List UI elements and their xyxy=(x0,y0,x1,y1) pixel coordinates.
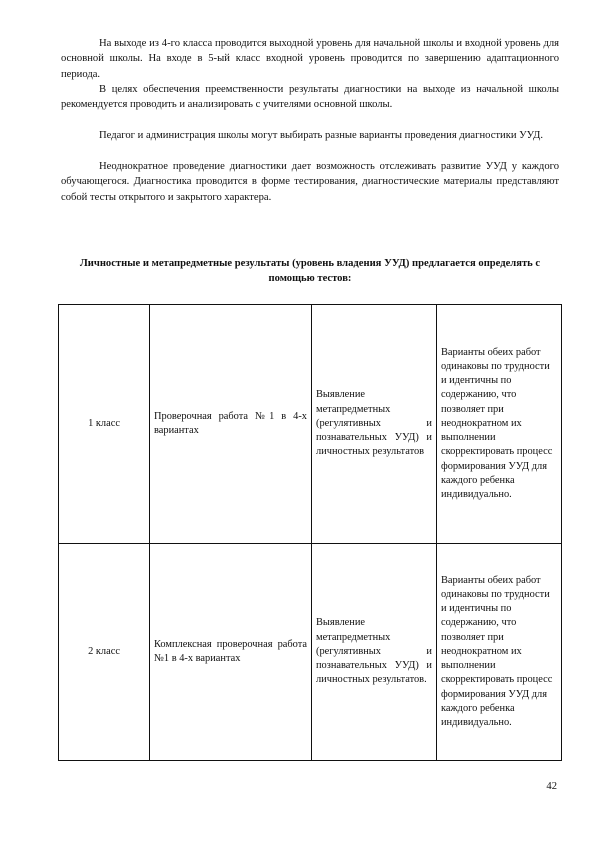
note-cell: Варианты обеих работ одинаковы по трудности и идентичны по содержанию, что позволяет при неоднократном их выполнении скорректировать процесс формирования УУД для каждого ребенка индивидуально. xyxy=(437,544,562,761)
section-title: Личностные и метапредметные результаты (уровень владения УУД) предлагается определять с помощью тестов: xyxy=(79,258,541,285)
work-cell: Комплексная проверочная работа №1 в 4-х вариантах xyxy=(150,544,312,761)
note-cell: Варианты обеих работ одинаковы по трудности и идентичны по содержанию, что позволяет при неоднократном их выполнении скорректировать процесс формирования УУД для каждого ребенка индивидуально. xyxy=(437,305,562,544)
class-cell: 2 класс xyxy=(59,544,150,761)
paragraph-repeated-diagnostics: Неоднократное проведение диагностики дает возможность отслеживать развитие УУД у каждого обучающегося. Диагностика проводится в форме тестирования, диагностические материалы представляют собой тесты открытого и закрытого характера. xyxy=(61,161,559,203)
paragraph-continuity: В целях обеспечения преемственности результаты диагностики на выходе из начальной школы рекомендуется проводить и анализировать с учителями основной школы. xyxy=(61,84,559,111)
work-cell: Проверочная работа №1 в 4-х вариантах xyxy=(150,305,312,544)
diagnostics-table xyxy=(58,304,562,761)
result-cell: Выявление метапредметных (регулятивных и познавательных УУД) и личностных результатов xyxy=(312,305,437,544)
table-row xyxy=(59,305,562,544)
paragraph-variants: Педагог и администрация школы могут выбирать разные варианты проведения диагностики УУД. xyxy=(99,130,543,141)
page-number: 42 xyxy=(546,781,557,792)
class-cell: 1 класс xyxy=(59,305,150,544)
table-row xyxy=(59,544,562,761)
result-cell: Выявление метапредметных (регулятивных и познавательных УУД) и личностных результатов. xyxy=(312,544,437,761)
paragraph-exit-level: На выходе из 4-го класса проводится выходной уровень для начальной школы и входной уровень для основной школы. На входе в 5-ый класс входной уровень проводится по завершению адаптационного периода. xyxy=(61,38,559,80)
